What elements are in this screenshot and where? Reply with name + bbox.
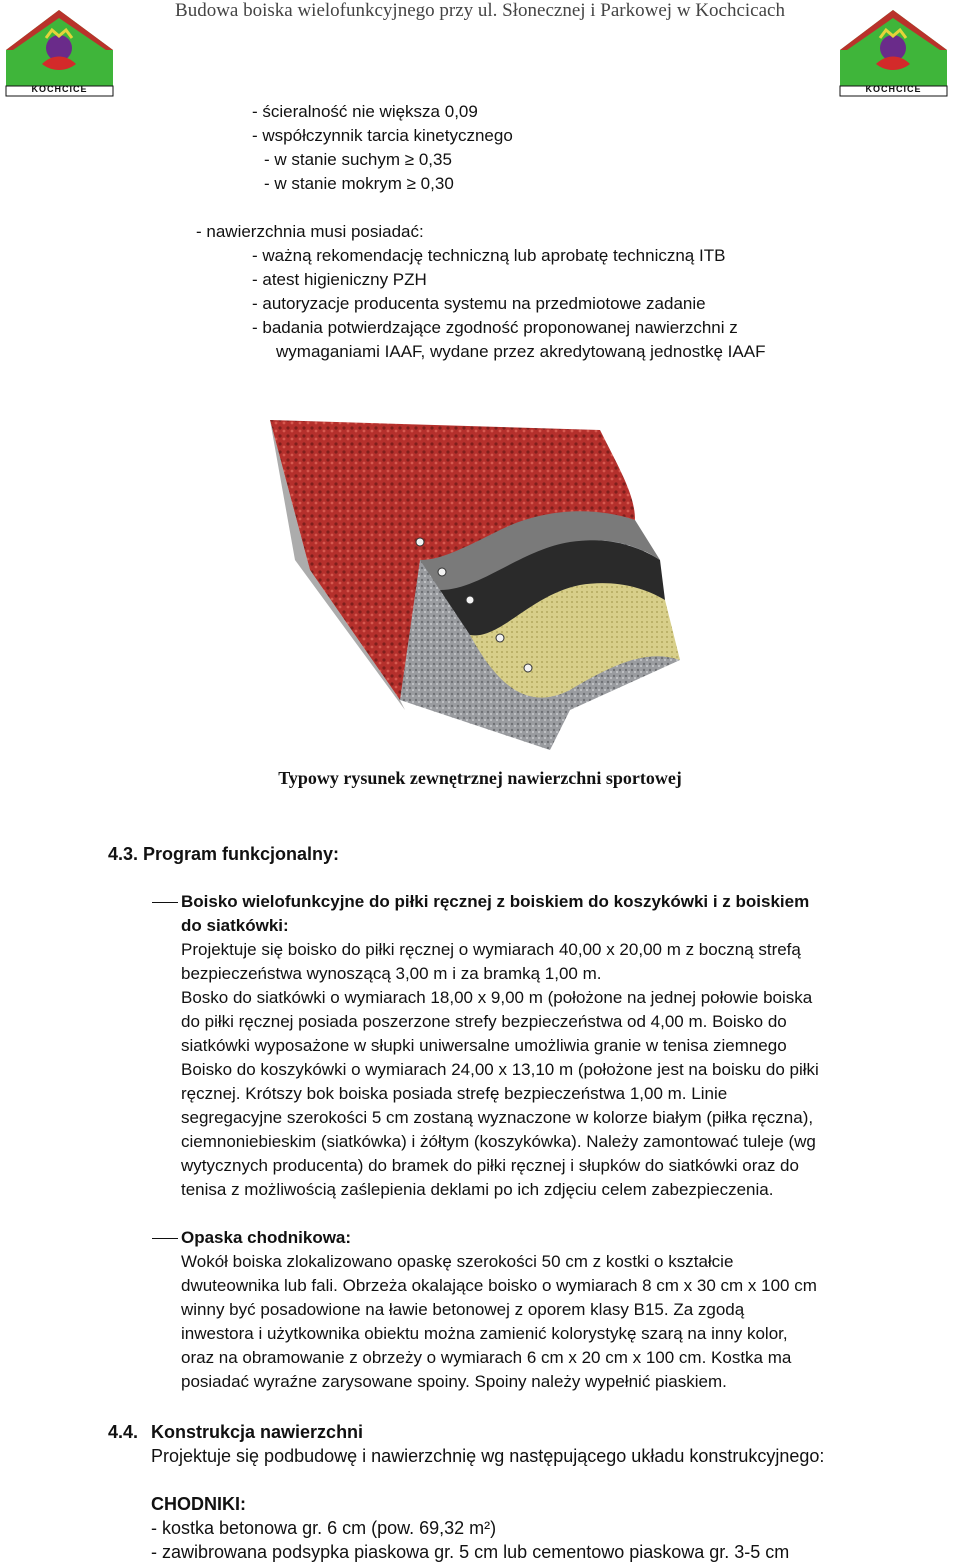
- item1-line: siatkówki wyposażone w słupki uniwersalne umożliwia granie w tenisa ziemnego: [181, 1036, 787, 1055]
- item1-line: Projektuje się boisko do piłki ręcznej o wymiarach 40,00 x 20,00 m z boczną strefą: [181, 940, 801, 959]
- spec-line: - w stanie mokrym ≥ 0,30: [264, 174, 454, 193]
- logo-left-text: KOCHCICE: [31, 84, 88, 94]
- section-title-4-4: Konstrukcja nawierzchni: [151, 1422, 364, 1442]
- section-number-4-4: 4.4.: [108, 1422, 139, 1442]
- must-item: - atest higieniczny PZH: [252, 270, 427, 289]
- section-heading-4-3: 4.3. Program funkcjonalny:: [108, 844, 340, 864]
- item1-line: segregacyjne szerokości 5 cm zostaną wyznaczone w kolorze białym (piłka ręczna),: [181, 1108, 814, 1127]
- item2-title: Opaska chodnikowa:: [181, 1228, 352, 1247]
- section-4-4-intro: Projektuje się podbudowę i nawierzchnię wg następującego układu konstrukcyjnego:: [151, 1446, 825, 1466]
- item2-line: dwuteownika lub fali. Obrzeża okalające boisko o wymiarach 8 cm x 30 cm x 100 cm: [181, 1276, 817, 1295]
- item2-line: Wokół boiska zlokalizowano opaskę szerokości 50 cm z kostki o kształcie: [181, 1252, 734, 1271]
- item1-line: Boisko do koszykówki o wymiarach 24,00 x 13,10 m (położone jest na boisku do piłki: [181, 1060, 819, 1079]
- item1-title-continuation: do siatkówki:: [181, 916, 289, 935]
- must-item-continuation: wymaganiami IAAF, wydane przez akredytowaną jednostkę IAAF: [276, 342, 766, 361]
- item2-line: inwestora i użytkownika obiektu można zamienić kolorystykę szarą na inny kolor,: [181, 1324, 788, 1343]
- item1-line: Bosko do siatkówki o wymiarach 18,00 x 9,00 m (położone na jednej połowie boiska: [181, 988, 813, 1007]
- item2-line: posiadać wyraźne zarysowane spoiny. Spoiny należy wypełnić piaskiem.: [181, 1372, 727, 1391]
- chodniki-item: - kostka betonowa gr. 6 cm (pow. 69,32 m²): [151, 1518, 497, 1538]
- page-header-title: Budowa boiska wielofunkcyjnego przy ul. Słonecznej i Parkowej w Kochcicach: [175, 0, 785, 21]
- must-item: - badania potwierdzające zgodność proponowanej nawierzchni z: [252, 318, 738, 337]
- item1-line: tenisa z możliwością zaślepienia deklami po ich zdjęciu celem zabezpieczenia.: [181, 1180, 774, 1199]
- spec-line: - w stanie suchym ≥ 0,35: [264, 150, 452, 169]
- item2-line: oraz na obramowanie z obrzeży o wymiarach 6 cm x 20 cm x 100 cm. Kostka ma: [181, 1348, 792, 1367]
- must-item: - ważną rekomendację techniczną lub aprobatę techniczną ITB: [252, 246, 726, 265]
- item1-line: wytycznych producenta) do bramek do piłki ręcznej i słupków do siatkówki oraz do: [181, 1156, 799, 1175]
- spec-line: - ścieralność nie większa 0,09: [252, 102, 478, 121]
- item1-line: ciemnoniebieskim (siatkówka) i żółtym (koszykówka). Należy zamontować tuleje (wg: [181, 1132, 816, 1151]
- item-dash: [152, 902, 178, 903]
- chodniki-item: - zawibrowana podsypka piaskowa gr. 5 cm lub cementowo piaskowa gr. 3-5 cm: [151, 1542, 790, 1562]
- item1-line: ręcznej. Krótszy bok boiska posiada strefę bezpieczeństwa 1,00 m. Linie: [181, 1084, 728, 1103]
- logo-right-text: KOCHCICE: [865, 84, 922, 94]
- surface-layers-illustration: [270, 410, 690, 750]
- must-item: - autoryzacje producenta systemu na przedmiotowe zadanie: [252, 294, 706, 313]
- spec-line: - współczynnik tarcia kinetycznego: [252, 126, 513, 145]
- figure-caption: Typowy rysunek zewnętrznej nawierzchni sportowej: [278, 768, 682, 788]
- subheading-chodniki: CHODNIKI:: [151, 1494, 246, 1514]
- item2-line: winny być posadowione na ławie betonowej z oporem klasy B15. Za zgodą: [181, 1300, 745, 1319]
- item1-line: bezpieczeństwa wynoszącą 3,00 m i za bramką 1,00 m.: [181, 964, 602, 983]
- must-heading: - nawierzchnia musi posiadać:: [196, 222, 424, 241]
- item-dash: [152, 1238, 178, 1239]
- item1-line: do piłki ręcznej posiada poszerzone strefy bezpieczeństwa od 4,00 m. Boisko do: [181, 1012, 787, 1031]
- item1-title: Boisko wielofunkcyjne do piłki ręcznej z boiskiem do koszykówki i z boiskiem: [181, 892, 810, 911]
